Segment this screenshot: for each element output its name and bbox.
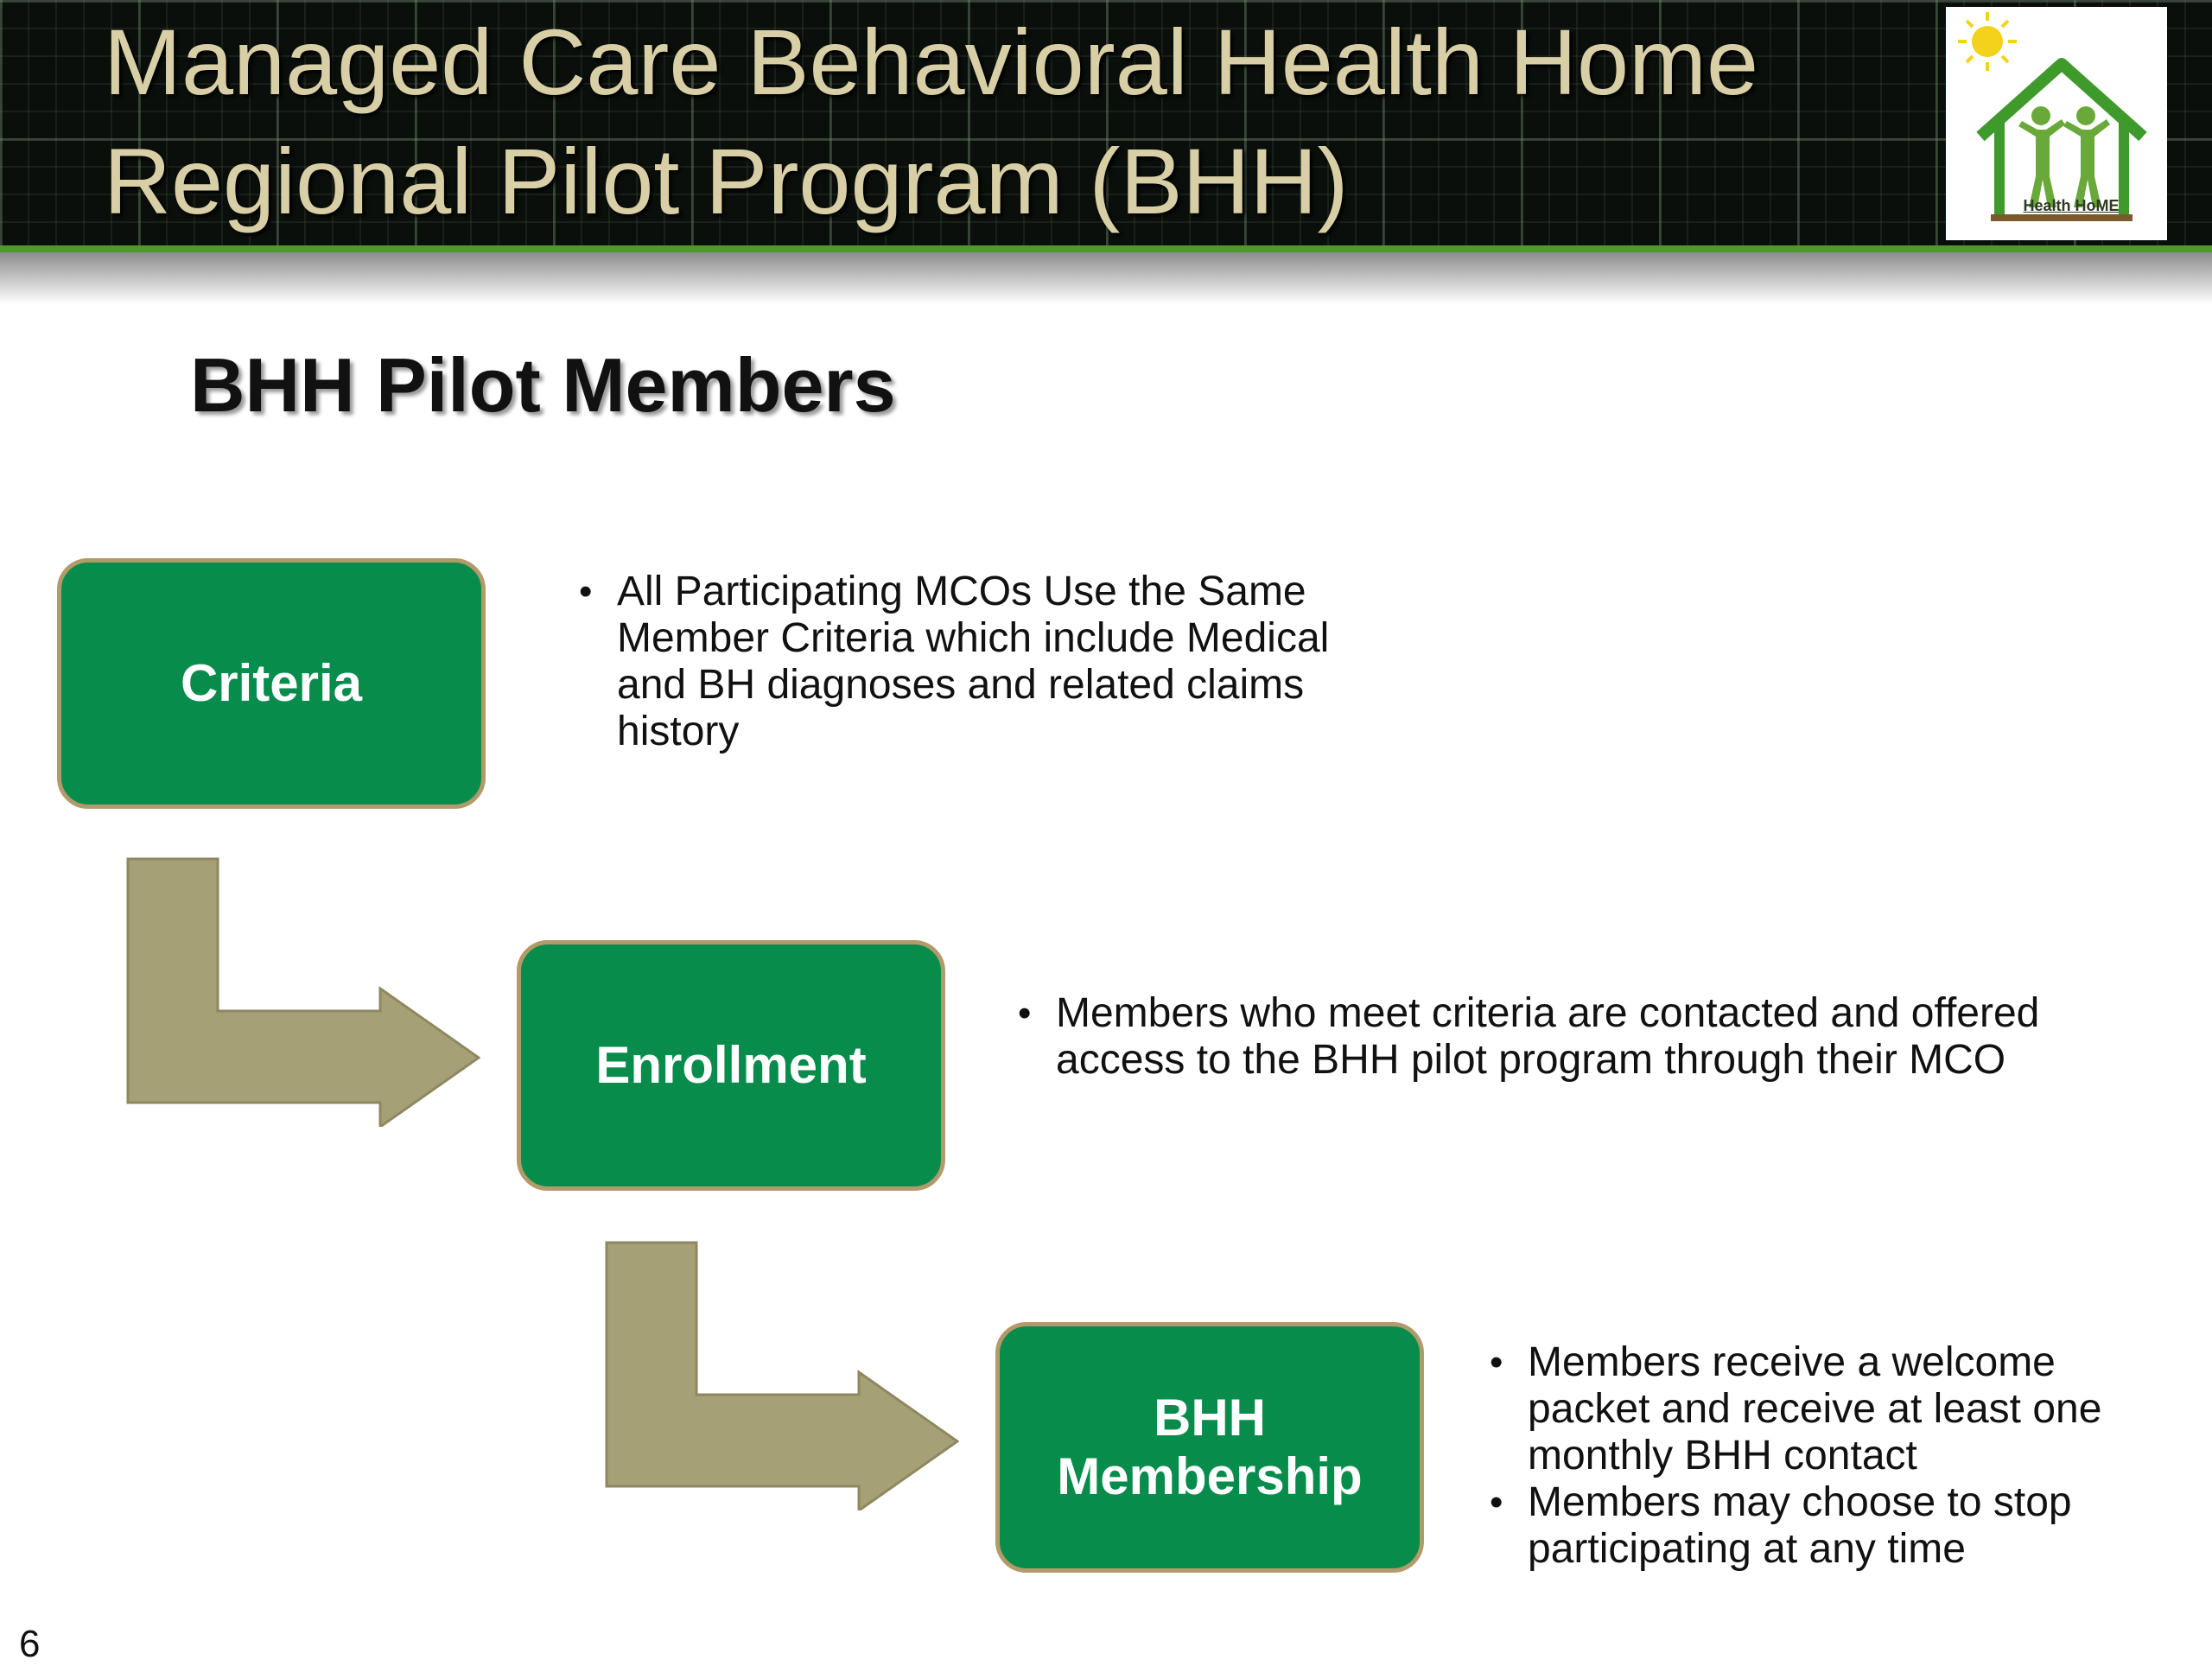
header-shadow [0, 252, 2212, 304]
membership-bullets [1483, 1339, 2174, 1573]
header-banner [0, 0, 2212, 251]
enrollment-label: Enrollment [595, 1036, 867, 1094]
criteria-box [57, 558, 486, 809]
flow-arrow-2 [605, 1241, 959, 1510]
enrollment-box [517, 940, 945, 1191]
people-figures-icon [2018, 106, 2110, 207]
enrollment-bullets [1011, 990, 2048, 1084]
slide-number: 6 [19, 1623, 41, 1665]
membership-bullet-1: • Members receive a welcome packet and receive at least one monthly BHH contact [1483, 1339, 2174, 1479]
bhh-membership-box [995, 1322, 1424, 1573]
enrollment-bullet-1: • Members who meet criteria are contacted and offered access to the BHH pilot program through their MCO [1011, 990, 2048, 1084]
membership-bullet-2: • Members may choose to stop participating at any time [1483, 1479, 2174, 1573]
health-home-logo [1946, 7, 2167, 240]
flow-arrow-1 [126, 857, 480, 1127]
criteria-bullets [572, 569, 1402, 755]
criteria-label: Criteria [180, 654, 363, 712]
header-accent-line [0, 245, 2212, 252]
slide-title-line-2: Regional Pilot Program (BHH) [104, 129, 1349, 233]
membership-label-line-2: Membership [1057, 1447, 1363, 1505]
logo-caption: Health HoME [2023, 197, 2120, 214]
membership-label-line-1: BHH [1154, 1389, 1266, 1447]
criteria-bullet-1: • All Participating MCOs Use the Same Member Criteria which include Medical and BH diagnoses and related claims history [572, 569, 1402, 755]
slide-title-line-1: Managed Care Behavioral Health Home [104, 10, 1759, 114]
section-heading: BHH Pilot Members [190, 342, 896, 428]
sun-icon [1958, 12, 2017, 71]
